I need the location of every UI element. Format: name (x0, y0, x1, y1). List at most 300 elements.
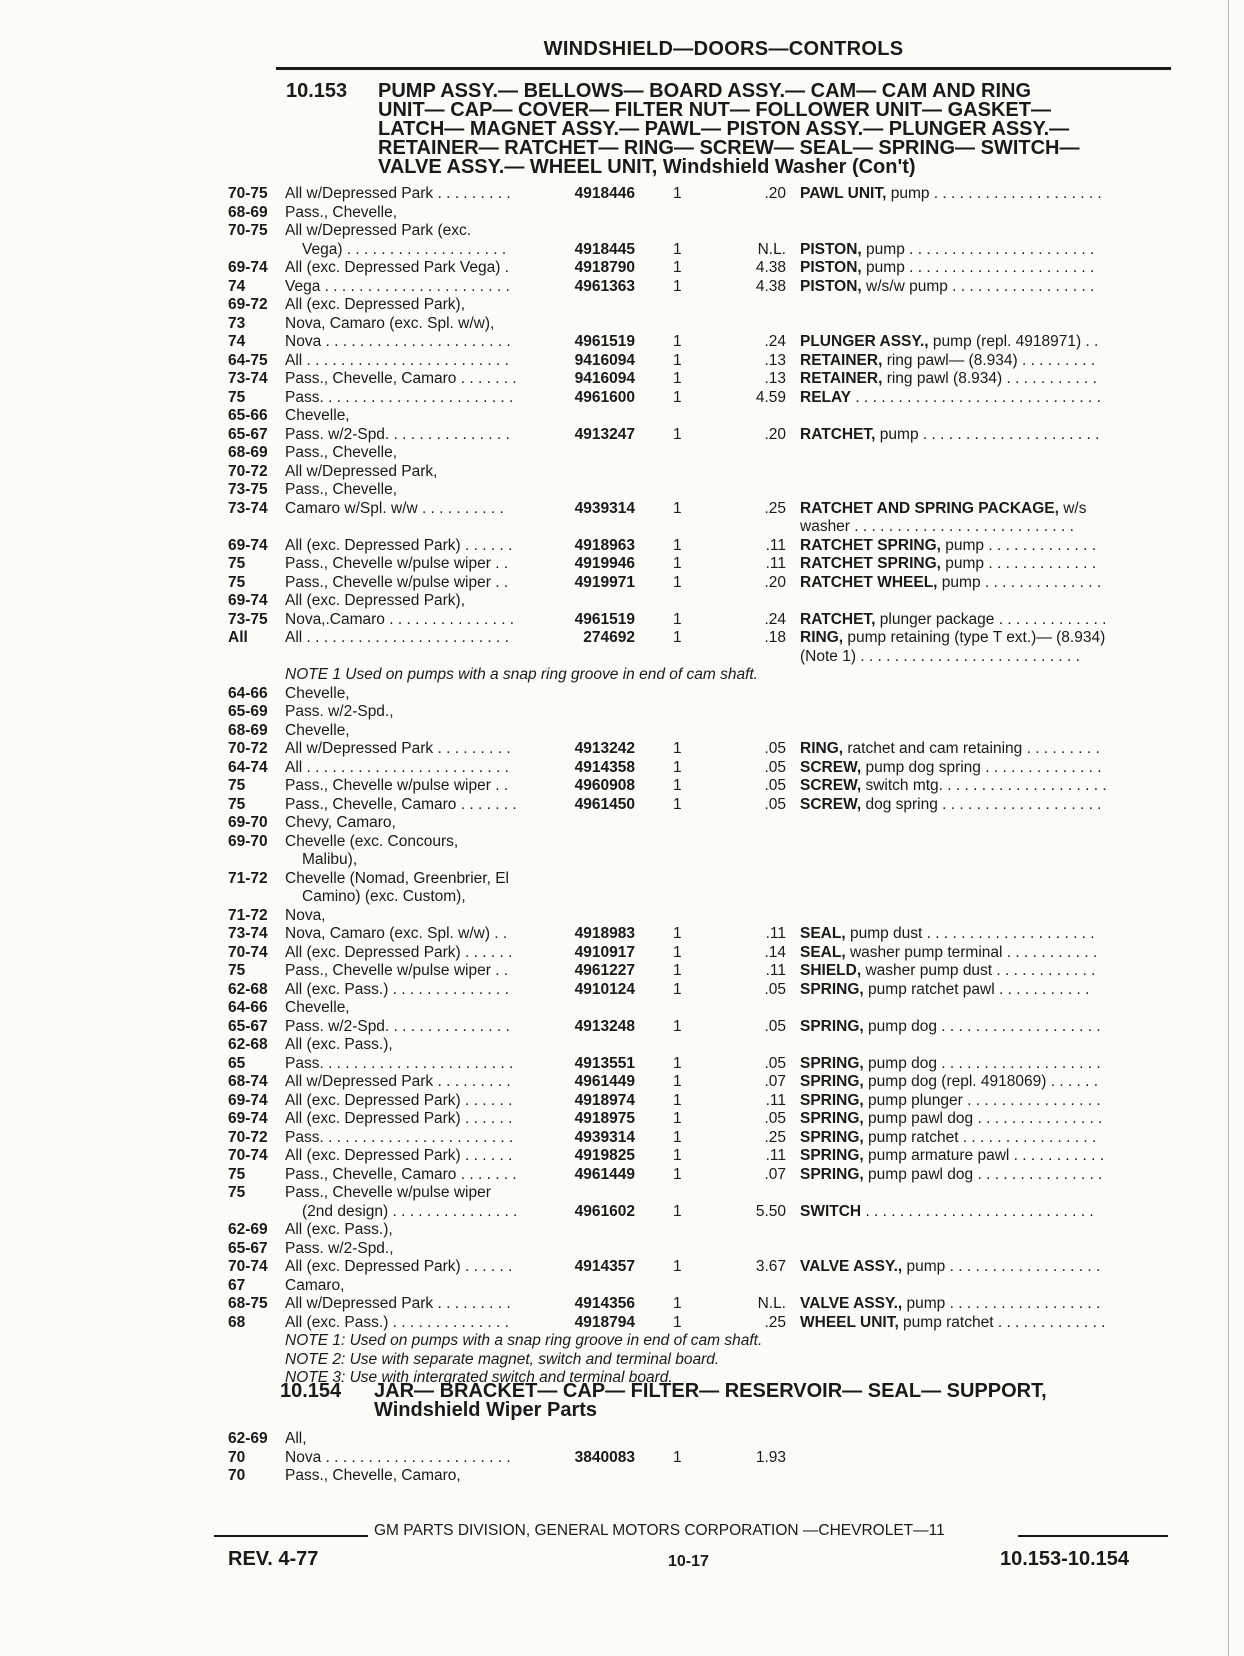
row-quantity: 1 (673, 925, 682, 942)
table-row (0, 1467, 1244, 1486)
row-application: Nova, Camaro (exc. Spl. w/w) . . (285, 925, 508, 942)
row-part-detail: pump dog . . . . . . . . . . . . . . . . . . . (863, 1054, 1101, 1072)
row-years: 65-67 (228, 1017, 268, 1035)
footer-rule-right (1018, 1535, 1168, 1537)
row-years: 68-69 (228, 203, 268, 221)
row-years: 70-74 (228, 1147, 268, 1164)
table-row (0, 463, 1244, 482)
row-part-detail: washer pump terminal . . . . . . . . . . . (845, 943, 1098, 961)
row-description (800, 925, 1170, 944)
table-row (0, 1351, 1244, 1370)
row-part-name: SEAL, (800, 925, 846, 942)
table-row (0, 1221, 1244, 1240)
row-part-detail: w/s/w pump . . . . . . . . . . . . . . . . . (861, 277, 1095, 295)
row-application: Vega) . . . . . . . . . . . . . . . . . . . (302, 240, 507, 258)
row-description (800, 1314, 1170, 1333)
table-row (0, 259, 1244, 278)
row-part-name: SPRING, (800, 1147, 864, 1164)
row-price: .13 (764, 351, 786, 369)
row-quantity: 1 (673, 573, 682, 591)
row-application: Pass., Chevelle w/pulse wiper . . (285, 555, 509, 572)
row-application: All (exc. Depressed Park) . . . . . . (285, 943, 513, 961)
row-part-name: SPRING, (800, 1073, 864, 1090)
section-title-line: UNIT— CAP— COVER— FILTER NUT— FOLLOWER UNIT— GASKET— (378, 99, 1051, 121)
row-quantity: 1 (673, 1147, 682, 1164)
row-application: Pass. . . . . . . . . . . . . . . . . . . . . . . (285, 1128, 514, 1146)
row-price: N.L. (757, 1295, 786, 1312)
row-part-name: PISTON, (800, 259, 862, 276)
page-header: WINDSHIELD—DOORS—CONTROLS (543, 38, 904, 60)
row-quantity: 1 (673, 795, 682, 813)
row-note: NOTE 1 Used on pumps with a snap ring groove in end of cam shaft. (285, 666, 758, 683)
row-part-name: RETAINER, (800, 351, 883, 369)
row-part-detail: pump . . . . . . . . . . . . . . . . . . (902, 1258, 1101, 1275)
row-quantity: 1 (673, 758, 682, 776)
table-row (0, 1295, 1244, 1314)
section-title-line: LATCH— MAGNET ASSY.— PAWL— PISTON ASSY.— PLUNGER ASSY.— (378, 118, 1070, 140)
row-description (800, 1110, 1170, 1129)
row-description (800, 796, 1170, 815)
row-part-name: RELAY (800, 388, 852, 406)
row-part-detail: (Note 1) . . . . . . . . . . . . . . . . . . . . . . . . . . (800, 647, 1080, 665)
row-description (800, 426, 1170, 445)
row-part-name: RATCHET, (800, 425, 876, 443)
table-row (0, 907, 1244, 926)
table-row (0, 333, 1244, 352)
row-application: Chevy, Camaro, (285, 814, 396, 831)
row-years: 64-66 (228, 684, 268, 702)
table-row (0, 999, 1244, 1018)
row-quantity: 1 (673, 1110, 682, 1127)
row-part-name: PLUNGER ASSY., (800, 333, 929, 350)
row-part-detail: pump . . . . . . . . . . . . . . . . . . . . . (875, 425, 1100, 443)
row-price: 3.67 (755, 1258, 786, 1275)
row-application: Pass. w/2-Spd., (285, 703, 394, 720)
table-row (0, 944, 1244, 963)
row-description (800, 500, 1170, 519)
row-part-name: RATCHET SPRING, (800, 555, 941, 572)
row-price: .05 (764, 1054, 786, 1072)
row-years: 74 (228, 277, 246, 295)
row-part-name: SPRING, (800, 1128, 864, 1146)
row-application: All (exc. Depressed Park), (285, 592, 466, 609)
row-part-detail: washer pump dust . . . . . . . . . . . . (861, 962, 1096, 979)
row-part-number: 4913551 (574, 1054, 635, 1072)
row-part-number: 4961450 (574, 795, 635, 813)
row-price: .20 (764, 573, 786, 591)
table-row (0, 1277, 1244, 1296)
row-part-detail: pump plunger . . . . . . . . . . . . . . . . (863, 1091, 1101, 1109)
row-quantity: 1 (673, 740, 682, 757)
row-description (800, 518, 1170, 537)
table-row (0, 925, 1244, 944)
table-row (0, 870, 1244, 889)
table-row (0, 296, 1244, 315)
row-years: 69-74 (228, 536, 268, 554)
row-part-name: RING, (800, 740, 844, 757)
row-years: All (228, 629, 248, 646)
row-part-name: SEAL, (800, 943, 846, 961)
row-part-number: 4961600 (574, 388, 635, 406)
row-price: .11 (765, 536, 786, 554)
table-row (0, 1110, 1244, 1129)
row-description (800, 1092, 1170, 1111)
row-application: Nova, Camaro (exc. Spl. w/w), (285, 314, 495, 332)
row-price: .11 (765, 1091, 786, 1109)
row-application: Pass., Chevelle w/pulse wiper . . (285, 777, 509, 794)
section-number-2: 10.154 (280, 1380, 342, 1402)
row-quantity: 1 (673, 1017, 682, 1035)
row-quantity: 1 (673, 370, 682, 387)
row-quantity: 1 (673, 351, 682, 369)
row-part-detail: pump pawl dog . . . . . . . . . . . . . . . (863, 1165, 1103, 1183)
row-years: 69-72 (228, 296, 268, 313)
table-row (0, 796, 1244, 815)
row-price: 4.38 (755, 277, 786, 295)
row-quantity: 1 (673, 388, 682, 406)
row-part-name: PAWL UNIT, (800, 185, 887, 202)
row-price: .20 (764, 185, 786, 202)
row-part-number: 4919946 (574, 555, 635, 572)
table-row (0, 981, 1244, 1000)
row-part-number: 4918790 (574, 259, 635, 276)
row-price: .24 (764, 333, 786, 350)
row-years: 75 (228, 573, 246, 591)
table-row (0, 814, 1244, 833)
row-part-name: SCREW, (800, 777, 862, 794)
row-part-detail: ring pawl— (8.934) . . . . . . . . . (882, 351, 1096, 369)
row-application: Nova . . . . . . . . . . . . . . . . . . . . . . (285, 1448, 511, 1466)
row-years: 70-72 (228, 462, 268, 480)
row-years: 70-74 (228, 1258, 268, 1275)
row-years: 70-72 (228, 1128, 268, 1146)
row-description (800, 1073, 1170, 1092)
row-application: All w/Depressed Park, (285, 462, 438, 480)
row-years: 65-67 (228, 1239, 268, 1257)
row-price: .25 (764, 499, 786, 517)
row-part-number: 4913248 (574, 1017, 635, 1035)
row-part-name: VALVE ASSY., (800, 1258, 903, 1275)
row-application: Pass. w/2-Spd. . . . . . . . . . . . . . . (285, 1017, 510, 1035)
section-title-line: RETAINER— RATCHET— RING— SCREW— SEAL— SPRING— SWITCH— (378, 137, 1080, 159)
row-application: Camaro w/Spl. w/w . . . . . . . . . . (285, 499, 504, 517)
row-note: NOTE 2: Use with separate magnet, switch and terminal board. (285, 1350, 720, 1368)
row-part-number: 4961519 (574, 610, 635, 628)
row-years: 75 (228, 388, 246, 406)
row-part-number: 4910124 (574, 980, 635, 998)
row-application: All (exc. Depressed Park) . . . . . . (285, 1258, 513, 1275)
row-part-detail: ratchet and cam retaining . . . . . . . . . (843, 740, 1100, 757)
row-description (800, 352, 1170, 371)
table-row (0, 204, 1244, 223)
row-application: Pass., Chevelle, Camaro, (285, 1467, 461, 1484)
row-application: Chevelle, (285, 684, 350, 702)
row-application: Chevelle, (285, 999, 350, 1016)
row-years: 64-66 (228, 999, 268, 1016)
row-application: All (exc. Pass.), (285, 1221, 393, 1238)
row-part-name: SCREW, (800, 795, 862, 813)
row-years: 75 (228, 1184, 246, 1201)
row-description (800, 1295, 1170, 1314)
row-quantity: 1 (673, 1054, 682, 1072)
row-years: 70-72 (228, 740, 268, 757)
header-rule (276, 67, 1171, 70)
row-application: All w/Depressed Park . . . . . . . . . (285, 740, 511, 757)
row-part-detail: pump . . . . . . . . . . . . . . (937, 573, 1102, 591)
row-quantity: 1 (673, 1202, 682, 1220)
row-part-number: 4914356 (574, 1295, 635, 1312)
row-application: Nova,.Camaro . . . . . . . . . . . . . . . (285, 610, 515, 628)
table-row (0, 851, 1244, 870)
table-row (0, 574, 1244, 593)
table-row (0, 703, 1244, 722)
table-row (0, 352, 1244, 371)
row-description (800, 1018, 1170, 1037)
row-application: All, (285, 1430, 307, 1447)
parts-list-2 (0, 1430, 1244, 1486)
row-years: 68-69 (228, 721, 268, 739)
row-application: Pass. . . . . . . . . . . . . . . . . . . . . . . (285, 388, 514, 406)
row-part-number: 4961363 (574, 277, 635, 295)
row-years: 71-72 (228, 869, 268, 887)
row-application: Pass., Chevelle, (285, 444, 397, 461)
row-years: 75 (228, 555, 246, 572)
table-row (0, 389, 1244, 408)
row-note: NOTE 3: Use with intergrated switch and terminal board. (285, 1369, 673, 1386)
row-part-name: SWITCH (800, 1202, 862, 1220)
row-application: Chevelle (Nomad, Greenbrier, El (285, 869, 509, 887)
row-part-detail: pump . . . . . . . . . . . . . . . . . . . . . . (861, 240, 1095, 258)
row-part-detail: pump ratchet . . . . . . . . . . . . . . . . (863, 1128, 1097, 1146)
section-title (378, 82, 1079, 177)
row-quantity: 1 (673, 1073, 682, 1090)
row-part-name: SPRING, (800, 980, 864, 998)
row-application: All w/Depressed Park . . . . . . . . . (285, 1295, 511, 1312)
row-years: 73-74 (228, 370, 268, 387)
row-part-detail: dog spring . . . . . . . . . . . . . . . . . . . (861, 795, 1102, 813)
row-years: 73-74 (228, 925, 268, 942)
row-price: 1.93 (755, 1448, 786, 1466)
row-quantity: 1 (673, 1313, 682, 1331)
section-title-line: Windshield Wiper Parts (374, 1399, 598, 1421)
row-price: 5.50 (755, 1202, 786, 1220)
row-years: 67 (228, 1276, 246, 1294)
row-years: 74 (228, 333, 246, 350)
row-price: .11 (765, 1147, 786, 1164)
table-row (0, 407, 1244, 426)
row-description (800, 759, 1170, 778)
row-years: 68-75 (228, 1295, 268, 1312)
row-quantity: 1 (673, 499, 682, 517)
row-years: 71-72 (228, 906, 268, 924)
row-part-number: 4914358 (574, 758, 635, 776)
table-row (0, 1203, 1244, 1222)
row-quantity: 1 (673, 425, 682, 443)
section-title-line: JAR— BRACKET— CAP— FILTER— RESERVOIR— SEAL— SUPPORT, (374, 1380, 1047, 1402)
row-application: All w/Depressed Park (exc. (285, 222, 472, 239)
row-description (800, 555, 1170, 574)
row-price: .20 (764, 425, 786, 443)
row-years: 68-69 (228, 444, 268, 461)
table-row (0, 648, 1244, 667)
row-price: .05 (764, 795, 786, 813)
row-description (800, 962, 1170, 981)
row-quantity: 1 (673, 962, 682, 979)
table-row (0, 500, 1244, 519)
table-row (0, 685, 1244, 704)
row-price: .13 (764, 370, 786, 387)
row-years: 68 (228, 1313, 246, 1331)
table-row (0, 1018, 1244, 1037)
row-quantity: 1 (673, 629, 682, 646)
row-part-number: 4939314 (574, 1128, 635, 1146)
row-application: Vega . . . . . . . . . . . . . . . . . . . . . . (285, 277, 510, 295)
table-row (0, 481, 1244, 500)
row-application: All . . . . . . . . . . . . . . . . . . . . . . . . (285, 758, 509, 776)
row-part-number: 4919971 (574, 573, 635, 591)
row-years: 70-75 (228, 222, 268, 239)
table-row (0, 1147, 1244, 1166)
row-price: .18 (764, 629, 786, 646)
row-years: 62-69 (228, 1430, 268, 1447)
section-number: 10.153 (286, 80, 348, 102)
row-application: Pass. w/2-Spd. . . . . . . . . . . . . . . (285, 425, 510, 443)
row-application: All w/Depressed Park . . . . . . . . . (285, 185, 511, 202)
row-description (800, 777, 1170, 796)
table-row (0, 592, 1244, 611)
row-part-number: 274692 (583, 629, 635, 646)
row-price: .05 (764, 740, 786, 757)
row-part-number: 4918445 (574, 240, 635, 258)
row-part-detail: washer . . . . . . . . . . . . . . . . . . . . . . . . . . (800, 518, 1074, 535)
section-title-2 (374, 1382, 1047, 1420)
row-price: 4.38 (755, 259, 786, 276)
row-description (800, 574, 1170, 593)
row-application: Malibu), (302, 851, 358, 868)
row-part-number: 4961602 (574, 1202, 635, 1220)
table-row (0, 1166, 1244, 1185)
row-description (800, 370, 1170, 389)
row-years: 75 (228, 777, 246, 794)
footer-rule-left (214, 1535, 368, 1537)
row-application: All (exc. Depressed Park) . . . . . . (285, 1110, 513, 1127)
row-part-number: 4918963 (574, 536, 635, 554)
row-price: 4.59 (755, 388, 786, 406)
row-price: .05 (764, 758, 786, 776)
row-years: 69-70 (228, 832, 268, 850)
row-application: Pass., Chevelle w/pulse wiper . . (285, 962, 509, 979)
row-price: .11 (765, 555, 786, 572)
row-quantity: 1 (673, 1258, 682, 1275)
row-application: All . . . . . . . . . . . . . . . . . . . . . . . . (285, 629, 509, 646)
row-years: 68-74 (228, 1073, 268, 1090)
row-application: Chevelle, (285, 721, 350, 739)
table-row (0, 1055, 1244, 1074)
row-years: 65-69 (228, 703, 268, 720)
footer-publisher: GM PARTS DIVISION, GENERAL MOTORS CORPORATION —CHEVROLET—11 (374, 1522, 945, 1539)
row-years: 62-68 (228, 980, 268, 998)
row-part-number: 4918794 (574, 1313, 635, 1331)
row-description (800, 1055, 1170, 1074)
row-price: .11 (765, 962, 786, 979)
row-years: 69-74 (228, 259, 268, 276)
row-part-name: SCREW, (800, 758, 862, 776)
row-years: 70 (228, 1448, 246, 1466)
row-part-name: SHIELD, (800, 962, 862, 979)
row-years: 75 (228, 795, 246, 813)
table-row (0, 315, 1244, 334)
revision-label: REV. 4-77 (228, 1548, 319, 1570)
row-price: .25 (764, 1313, 786, 1331)
row-years: 69-70 (228, 814, 268, 831)
row-part-detail: plunger package . . . . . . . . . . . . . (875, 610, 1107, 628)
row-part-detail: pump dog . . . . . . . . . . . . . . . . . . . (863, 1017, 1101, 1035)
row-part-detail: w/s (1058, 499, 1087, 517)
row-part-detail: pump dog (repl. 4918069) . . . . . . (863, 1073, 1099, 1090)
row-part-detail: pump armature pawl . . . . . . . . . . . (863, 1147, 1105, 1164)
row-part-number: 4914357 (574, 1258, 635, 1275)
row-part-detail: pump . . . . . . . . . . . . . . . . . . (902, 1295, 1101, 1312)
row-part-name: PISTON, (800, 277, 862, 295)
row-part-name: RATCHET WHEEL, (800, 573, 938, 591)
row-application: Chevelle, (285, 407, 350, 424)
row-quantity: 1 (673, 1448, 682, 1466)
row-price: .11 (765, 925, 786, 942)
row-part-number: 4918983 (574, 925, 635, 942)
row-application: Pass., Chevelle, Camaro . . . . . . . (285, 795, 517, 813)
row-part-detail: pump ratchet pawl . . . . . . . . . . . (863, 980, 1090, 998)
row-quantity: 1 (673, 536, 682, 554)
table-row (0, 1036, 1244, 1055)
row-quantity: 1 (673, 943, 682, 961)
table-row (0, 759, 1244, 778)
row-years: 73 (228, 314, 246, 332)
table-row (0, 222, 1244, 241)
section-title-line: PUMP ASSY.— BELLOWS— BOARD ASSY.— CAM— CAM AND RING (378, 80, 1031, 102)
row-years: 70 (228, 1467, 246, 1484)
row-part-number: 4961449 (574, 1073, 635, 1090)
row-years: 62-68 (228, 1036, 268, 1053)
row-description (800, 537, 1170, 556)
row-application: Camaro, (285, 1276, 345, 1294)
row-description (800, 648, 1170, 667)
row-description (800, 1129, 1170, 1148)
row-description (800, 1203, 1170, 1222)
table-row (0, 888, 1244, 907)
row-price: .05 (764, 980, 786, 998)
row-description (800, 185, 1170, 204)
row-quantity: 1 (673, 610, 682, 628)
table-row (0, 611, 1244, 630)
table-row (0, 666, 1244, 685)
row-part-number: 4919825 (574, 1147, 635, 1164)
table-row (0, 370, 1244, 389)
row-quantity: 1 (673, 240, 682, 258)
row-quantity: 1 (673, 277, 682, 295)
row-description (800, 740, 1170, 759)
row-part-detail: pump pawl dog . . . . . . . . . . . . . . . (863, 1110, 1103, 1127)
row-years: 75 (228, 1165, 246, 1183)
row-years: 70-74 (228, 943, 268, 961)
row-years: 65 (228, 1054, 246, 1072)
row-part-detail: . . . . . . . . . . . . . . . . . . . . . . . . . . . (861, 1202, 1094, 1220)
table-row (0, 1129, 1244, 1148)
table-row (0, 537, 1244, 556)
row-years: 65-66 (228, 407, 268, 424)
row-application: All w/Depressed Park . . . . . . . . . (285, 1073, 511, 1090)
row-description (800, 629, 1170, 648)
row-description (800, 611, 1170, 630)
